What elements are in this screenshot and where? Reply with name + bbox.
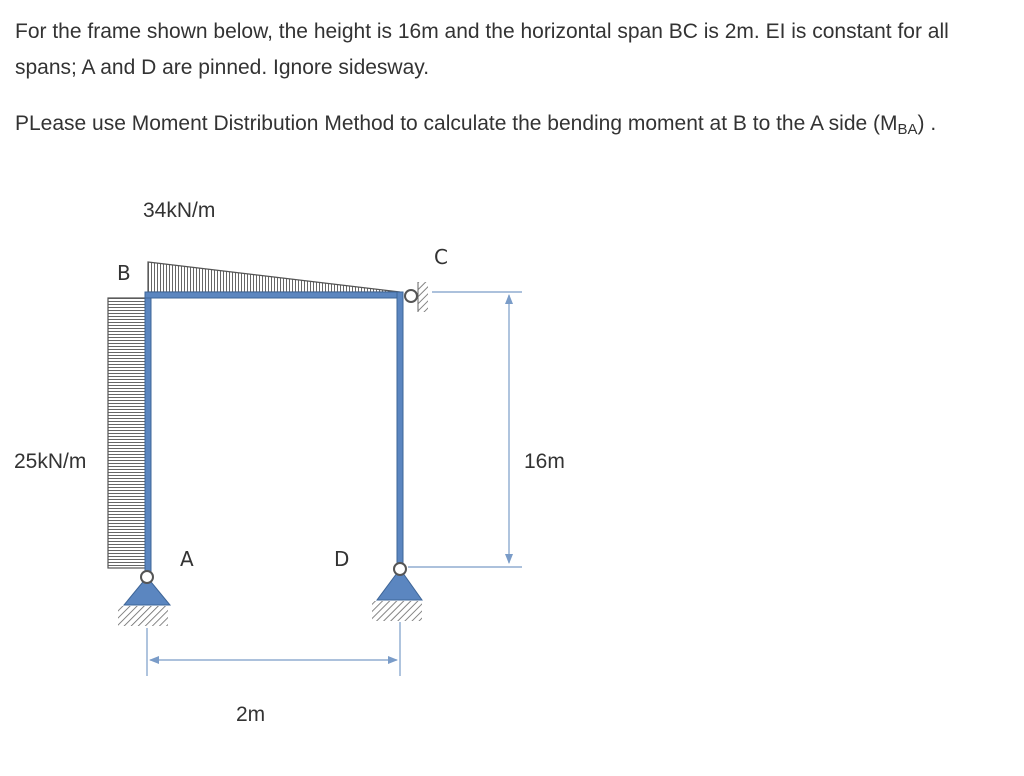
point-label-b: B — [117, 261, 131, 285]
point-label-d: D — [334, 547, 350, 571]
top-load-label: 34kN/m — [143, 199, 216, 222]
top-distributed-load — [148, 262, 400, 292]
point-label-c: C — [434, 245, 448, 269]
beam-bc — [145, 292, 403, 298]
point-label-a: A — [180, 547, 194, 571]
left-load-label: 25kN/m — [14, 450, 87, 473]
pin-support-d — [372, 563, 422, 621]
span-label: 2m — [236, 703, 266, 726]
question-paragraph-1: For the frame shown below, the height is 16m and the horizontal span BC is 2m. EI is constant for all spans; A and D are pinned. Ignore sidesway. — [15, 20, 949, 79]
moment-subscript: BA — [897, 121, 918, 138]
frame-members — [145, 292, 403, 576]
height-dimension — [408, 292, 522, 567]
question-paragraph-2-main: PLease use Moment Distribution Method to calculate the bending moment at B to the A side (M — [15, 112, 898, 135]
column-cd — [397, 292, 403, 568]
height-label: 16m — [524, 450, 565, 473]
column-ab — [145, 292, 151, 576]
left-distributed-load — [108, 298, 146, 568]
pin-support-a — [118, 571, 170, 626]
support-c — [405, 282, 428, 312]
span-dimension — [147, 622, 400, 676]
question-paragraph-2-end: ) . — [917, 112, 937, 135]
